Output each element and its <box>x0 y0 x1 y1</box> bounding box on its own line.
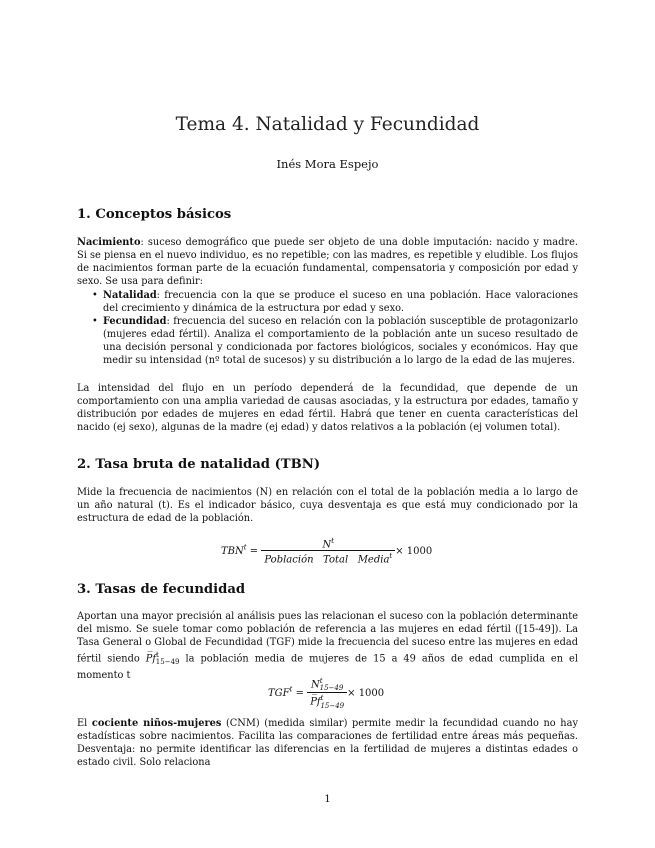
formula-sup: t <box>243 543 247 552</box>
formula-lhs: TGF <box>268 687 290 699</box>
term-natalidad: Natalidad <box>103 290 157 301</box>
list-item-text: : frecuencia con la que se produce el suceso en una población. Hace valoraciones del crecimiento y dinámica de la estructura por edad y sexo. <box>103 290 578 314</box>
fraction-numerator: N <box>322 539 332 551</box>
formula-tgf: $TGF^t$ = $\frac{N^t_{15-49}}{P̅f^t_{15-49}}$ × 1000 <box>268 677 385 710</box>
paragraph-text: : suceso demográfico que puede ser objeto de una doble imputación: nacido y madre. Si se piensa en el nuevo individuo, es no repetible; con las madres, es repetible y eludible. Los flujos de nacimientos forman parte de la ecuación fundamental, compensatoria y composición por edad y sexo. Se usa para definir: <box>77 237 578 287</box>
paragraph-nacimiento <box>77 236 578 288</box>
term-fecundidad: Fecundidad <box>103 316 167 327</box>
fraction: $\frac{N^t}{Población Total Media^t}$ <box>261 537 395 566</box>
document-title: Tema 4. Natalidad y Fecundidad <box>175 114 480 135</box>
fraction-numerator: N <box>311 679 320 691</box>
document-author: Inés Mora Espejo <box>276 157 379 171</box>
formula-lhs: TBN <box>221 545 244 557</box>
section-heading-2: 2. Tasa bruta de natalidad (TBN) <box>77 457 321 472</box>
term-nacimiento: Nacimiento <box>77 237 141 248</box>
formula-factor: × 1000 <box>395 545 433 557</box>
symbol-pf: P̅f <box>145 653 156 665</box>
fraction: $\frac{N^t_{15-49}}{P̅f^t_{15-49}}$ <box>307 677 347 710</box>
term-cnm: cociente niños-mujeres <box>91 718 222 729</box>
section-heading-3: 3. Tasas de fecundidad <box>77 582 246 597</box>
fraction-denominator: Población Total Media <box>264 554 390 566</box>
fraction-denominator: P̅f <box>310 696 321 708</box>
section-heading-1: 1. Conceptos básicos <box>77 207 232 222</box>
formula-factor: × 1000 <box>347 687 385 699</box>
list-item-text: : frecuencia del suceso en relación con la población susceptible de protagonizarlo (mujeres edad fértil). Analiza el comportamiento de la población ante un suceso resultado de una decisión personal y condicionada por factores biológicos, sociales y económicos. Hay que medir su intensidad (nº total de sucesos) y su distribución a lo largo de la edad de las mujeres. <box>103 316 578 366</box>
paragraph-intensidad: La intensidad del flujo en un período dependerá de la fecundidad, que depende de un comportamiento con una amplia variedad de causas asociadas, y la estructura por edades, tamaño y distribución por edades de mujeres en edad fértil. Habrá que tener en cuenta características del nacido (ej sexo), algunas de la madre (ej edad) y datos relativos a la población (ej volumen total). <box>77 383 578 433</box>
definitions-list <box>103 289 578 367</box>
page-number: 1 <box>324 794 331 805</box>
list-item <box>103 315 578 367</box>
paragraph-tbn: Mide la frecuencia de nacimientos (N) en relación con el total de la población media a lo largo de un año natural (t). Es el indicador básico, cuya desventaja es que está muy condicionado por la estructura de edad de la población. <box>77 487 578 524</box>
paragraph-tasas-fecundidad: Aportan una mayor precisión al análisis pues las relacionan el suceso con la población determinante del mismo. Se suele tomar como población de referencia a las mujeres en edad fértil ([15-49]). La Tasa General o Global de Fecundidad (TGF) mide la frecuencia del suceso entre las mujeres en edad fértil siendo $P̅f^t_{15-49}$ la población media de mujeres de 15 a 49 años de edad cumplida en el momento t <box>77 611 578 682</box>
list-item <box>103 289 578 315</box>
paragraph-cnm: El cociente niños-mujeres (CNM) (medida similar) permite medir la fecundidad cuando no hay estadísticas sobre nacimientos. Facilita las comparaciones de fertilidad entre áreas más pequeñas. Desventaja: no permite identificar las diferencias en la fertilidad de mujeres a distintas edades o estado civil. Solo relaciona <box>77 718 578 768</box>
formula-tbn: $TBN^t$ = $\frac{N^t}{Población Total Media^t}$ × 1000 <box>221 537 433 566</box>
